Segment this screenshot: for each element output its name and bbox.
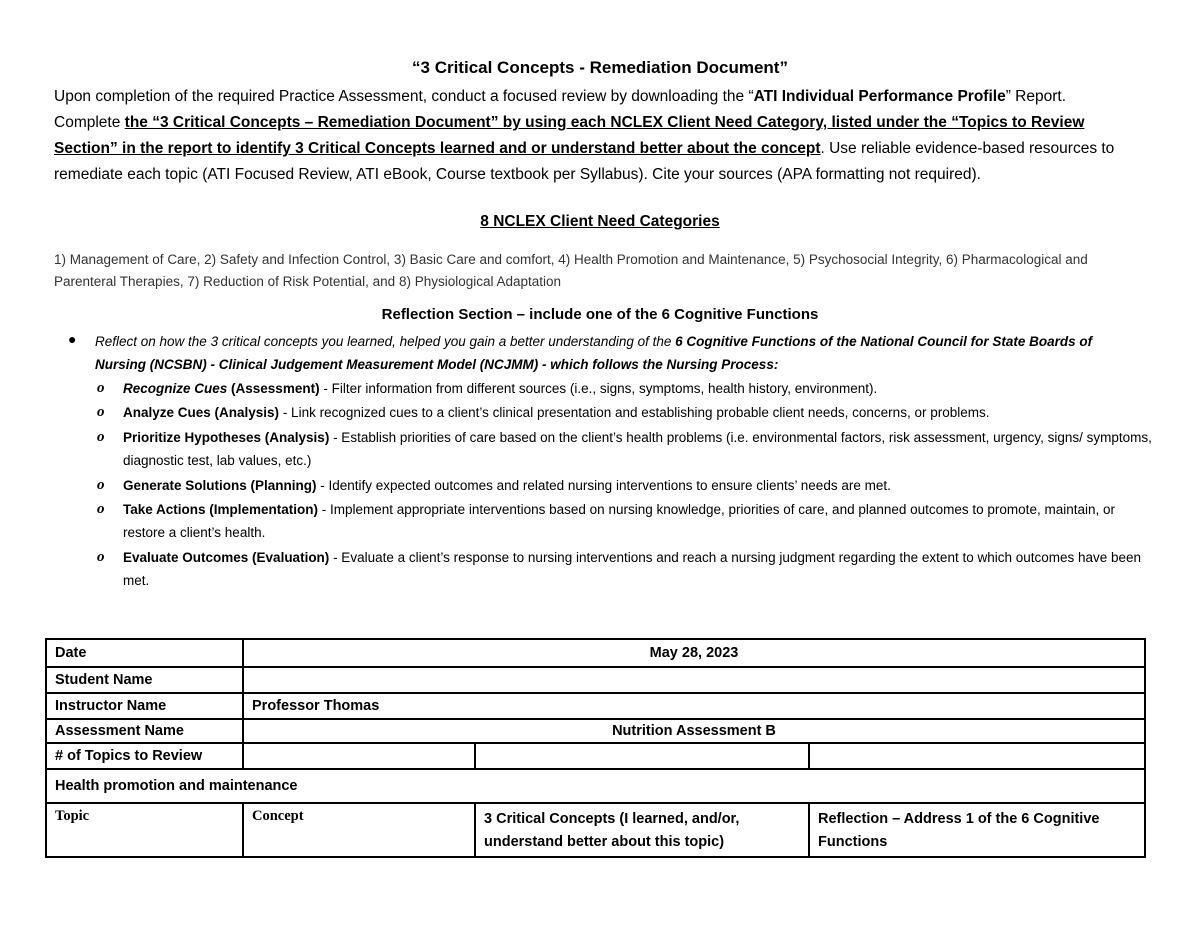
- bullet-icon: ●: [68, 331, 77, 347]
- cognitive-function-item: [97, 498, 1157, 544]
- intro-text-2-end: . Use reliable evidence-based resources to remediate each topic (ATI Focused Review, ATI eBook, Course textbook per Syllabus). Cite your sources (APA formatting not required).: [54, 140, 1115, 183]
- function-desc: - Evaluate a client’s response to nursing interventions and reach a nursing judgment regarding the extent to which outcomes have been met.: [123, 550, 1142, 588]
- function-desc: - Link recognized cues to a client’s clinical presentation and establishing probable client needs, concerns, or problems.: [279, 405, 990, 420]
- function-name: Evaluate Outcomes (Evaluation): [123, 550, 330, 565]
- intro-text-1-end: ” Report.: [1005, 88, 1067, 105]
- sub-bullet-icon: o: [97, 549, 105, 565]
- table-header-row: [46, 803, 1145, 857]
- reflection-bullet-text: Reflect on how the 3 critical concepts you learned, helped you gain a better understanding of the: [95, 334, 676, 349]
- sub-bullet-icon: o: [97, 404, 105, 420]
- sub-bullet-icon: o: [97, 501, 105, 517]
- function-name: Prioritize Hypotheses (Analysis): [123, 430, 330, 445]
- report-name: ATI Individual Performance Profile: [753, 88, 1006, 105]
- topics-count-field[interactable]: [475, 743, 809, 769]
- function-desc: - Identify expected outcomes and related nursing interventions to ensure clients’ needs are met.: [316, 478, 891, 493]
- reflection-title: Reflection Section – include one of the 6 Cognitive Functions: [381, 306, 819, 323]
- function-name: Take Actions (Implementation): [123, 502, 319, 517]
- instructor-name-label: Instructor Name: [46, 693, 243, 719]
- info-table: [45, 638, 1146, 858]
- date-label: Date: [46, 639, 243, 667]
- section-heading: Health promotion and maintenance: [46, 769, 1145, 803]
- topics-count-field[interactable]: [243, 743, 475, 769]
- topics-count-field[interactable]: [809, 743, 1145, 769]
- cognitive-function-item: [97, 474, 1157, 497]
- table-row: [46, 693, 1145, 719]
- date-value[interactable]: May 28, 2023: [243, 639, 1145, 667]
- cognitive-function-item: [97, 546, 1157, 592]
- function-phase: (Assessment): [227, 381, 320, 396]
- assessment-name-field[interactable]: Nutrition Assessment B: [243, 719, 1145, 743]
- sub-bullet-icon: o: [97, 380, 105, 396]
- student-name-field[interactable]: [243, 667, 1145, 693]
- sub-bullet-icon: o: [97, 429, 105, 445]
- cognitive-function-item: [97, 377, 1157, 400]
- topics-count-label: # of Topics to Review: [46, 743, 243, 769]
- sub-bullet-icon: o: [97, 477, 105, 493]
- reflection-bullet: [95, 330, 1145, 376]
- intro-text-1: Upon completion of the required Practice Assessment, conduct a focused review by downloading the “: [54, 88, 754, 105]
- intro-instruction-underlined: the “3 Critical Concepts – Remediation Document” by using each NCLEX Client Need Category, listed under the “Topics to Review Section” in the report to identify 3 Critical Concepts learned and or understand better about the concept: [54, 114, 1085, 157]
- function-desc: - Filter information from different sources (i.e., signs, symptoms, health history, environment).: [319, 381, 878, 396]
- table-row: [46, 639, 1145, 667]
- instructor-name-field[interactable]: Professor Thomas: [243, 693, 1145, 719]
- column-header-reflection: Reflection – Address 1 of the 6 Cognitive Functions: [809, 803, 1145, 857]
- document-title: “3 Critical Concepts - Remediation Document”: [412, 58, 788, 77]
- column-header-topic: Topic: [46, 803, 243, 857]
- student-name-label: Student Name: [46, 667, 243, 693]
- assessment-name-label: Assessment Name: [46, 719, 243, 743]
- table-row: [46, 719, 1145, 743]
- column-header-concept: Concept: [243, 803, 475, 857]
- cognitive-function-item: [97, 426, 1157, 472]
- categories-list: 1) Management of Care, 2) Safety and Infection Control, 3) Basic Care and comfort, 4) Health Promotion and Maintenance, 5) Psychosocial Integrity, 6) Pharmacological and Parenteral Therapies, 7) Reduction of Risk Potential, and 8) Physiological Adaptation: [54, 252, 1088, 289]
- function-name: Analyze Cues (Analysis): [123, 405, 280, 420]
- reflection-bullet-bold: 6 Cognitive Functions of the National Council for State Boards of Nursing (NCSBN) - Clinical Judgement Measurement Model (NCJMM) - which follows the Nursing Process:: [95, 334, 1093, 372]
- function-name: Recognize Cues: [123, 381, 228, 396]
- categories-title: 8 NCLEX Client Need Categories: [480, 213, 720, 230]
- table-row: [46, 667, 1145, 693]
- function-desc: - Implement appropriate interventions based on nursing knowledge, priorities of care, and planned outcomes to promote, maintain, or restore a client’s health.: [123, 502, 1115, 540]
- cognitive-function-item: [97, 401, 1157, 424]
- intro-text-2-start: Complete: [54, 114, 125, 131]
- table-row: [46, 769, 1145, 803]
- function-desc: - Establish priorities of care based on the client’s health problems (i.e. environmental factors, risk assessment, urgency, signs/ symptoms, diagnostic test, lab values, etc.): [123, 430, 1152, 468]
- column-header-critical-concepts: 3 Critical Concepts (I learned, and/or, understand better about this topic): [475, 803, 809, 857]
- intro-paragraph: [54, 84, 1144, 188]
- table-row: [46, 743, 1145, 769]
- function-name: Generate Solutions (Planning): [123, 478, 317, 493]
